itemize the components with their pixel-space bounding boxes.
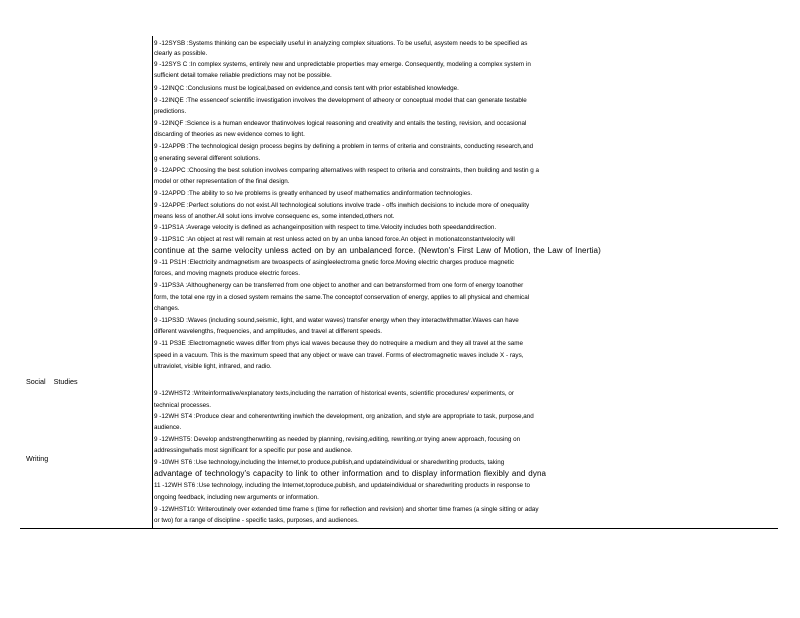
text-line: 9 -12INQC :Conclusions must be logical,based on evidence,and consis tent with prior established knowledge. — [154, 85, 459, 92]
text-line: 9 -12APPD :The ability to so lve problems is greatly enhanced by useof mathematics andinformation technologies. — [154, 190, 473, 197]
text-line: technical processes. — [154, 402, 212, 409]
text-line: 9 -11 PS1H :Electricity andmagnetism are twoaspects of asingleelectroma gnetic force.Moving electric charges produce magnetic — [154, 259, 515, 266]
text-line: form, the total ene rgy in a closed system remains the same.The conceptof conservation of energy, applies to all physical and chemical — [154, 294, 530, 301]
text-line: 9 -12APPC :Choosing the best solution involves comparing alternatives with respect to criteria and constraints, then building and testin g a — [154, 167, 540, 174]
text-line: discarding of theories as new evidence comes to light. — [154, 131, 305, 138]
text-line: 9 -12INQE :The essenceof scientific investigation involves the development of atheory or conceptual model that can generate testable — [154, 97, 527, 104]
text-line: 9 -12WHST2 :Writeinformative/explanatory texts,including the narration of historical events, scientific procedures/ experiments, or — [154, 390, 515, 397]
text-line: ongoing feedback, including new arguments or information. — [154, 494, 319, 501]
text-line: 9 -12APPB :The technological design process begins by defining a problem in terms of criteria and constraints, conducting research,and — [154, 143, 534, 150]
text-line: 9 -12SYS C :In complex systems, entirely new and unpredictable properties may emerge. Consequently, modeling a complex system in — [154, 61, 531, 68]
text-line: 9 -12INQF :Science is a human endeavor thatinvolves logical reasoning and creativity and entails the testing, revision, and occasional — [154, 120, 527, 127]
text-line: predictions. — [154, 108, 187, 115]
text-line: forces, and moving magnets produce electric forces. — [154, 270, 300, 277]
text-line: 9 -12SYSB :Systems thinking can be especially useful in analyzing complex situations. To be useful, asystem needs to be specified as — [154, 40, 528, 47]
text-line: 9 -12APPE :Perfect solutions do not exist.All technological solutions involve trade - offs inwhich decisions to include more of onequality — [154, 202, 530, 209]
text-line: sufficient detail tomake reliable predictions may not be possible. — [154, 72, 332, 79]
text-line: 9 -12WH ST4 :Produce clear and coherentwriting inwhich the development, org anization, and style are appropriate to task, purpose,and — [154, 413, 534, 420]
text-line: addressingwhatis most significant for a specific pur pose and audience. — [154, 447, 353, 454]
text-line: 9 -11PS3D :Waves (including sound,seismic, light, and water waves) transfer energy when they interactwithmatter.Waves can have — [154, 317, 519, 324]
text-line: clearly as possible. — [154, 50, 208, 57]
text-line: 9 -12WHST5: Develop andstrengthenwriting as needed by planning, revising,editing, rewriting,or trying anew approach, focusing on — [154, 436, 521, 443]
text-line: means less of another.All solut ions involve consequenc es, some intended,others not. — [154, 213, 395, 220]
text-line: different wavelengths, frequencies, and amplitudes, and travel at different speeds. — [154, 328, 382, 335]
text-line: 9 -11 PS3E :Electromagnetic waves differ from phys ical waves because they do notrequire a medium and they all travel at the same — [154, 340, 524, 347]
text-line: model or other representation of the final design. — [154, 178, 290, 185]
text-line: 9 -11PS1A :Average velocity is defined as achangeinposition with respect to time.Velocity includes both speedanddirection. — [154, 224, 497, 231]
text-line: audience. — [154, 424, 182, 431]
text-line: 9 -12WHST10: Writeroutinely over extended time frame s (time for reflection and revision) and shorter time frames (a single sitting or aday — [154, 506, 539, 513]
category-writing: Writing — [26, 454, 49, 463]
category-social-studies: Social Studies — [26, 377, 78, 386]
text-line: or two) for a range of discipline - specific tasks, purposes, and audiences. — [154, 517, 359, 524]
text-line: 9 -10WH ST6 :Use technology,including the Internet,to produce,publish,and updateindividual or sharedwriting products, taking — [154, 459, 505, 466]
text-line: 9 -11PS1C :An object at rest will remain at rest unless acted on by an unba lanced force.An object in motionatconstantvelocity will — [154, 236, 515, 243]
text-line: g enerating several different solutions. — [154, 155, 261, 162]
text-line: changes. — [154, 305, 180, 312]
text-line: 9 -11PS3A :Althoughenergy can be transferred from one object to another and can betransformed from one form of energy toanother — [154, 282, 524, 289]
table-bottom-rule — [20, 528, 778, 529]
text-line: 11 -12WH ST6 :Use technology, including the Internet,toproduce,publish, and updateindividual or sharedwriting products in response to — [154, 482, 531, 489]
text-line: continue at the same velocity unless acted on by an unbalanced force. (Newton's First Law of Motion, the Law of Inertia) — [154, 246, 601, 255]
text-line: ultraviolet, visible light, infrared, and radio. — [154, 363, 272, 370]
column-divider — [152, 36, 153, 528]
text-line: advantage of technology's capacity to link to other information and to display information flexibly and dyna — [154, 469, 547, 478]
text-line: speed in a vacuum. This is the maximum speed that any object or wave can travel. Forms of electromagnetic waves include X - rays, — [154, 352, 524, 359]
